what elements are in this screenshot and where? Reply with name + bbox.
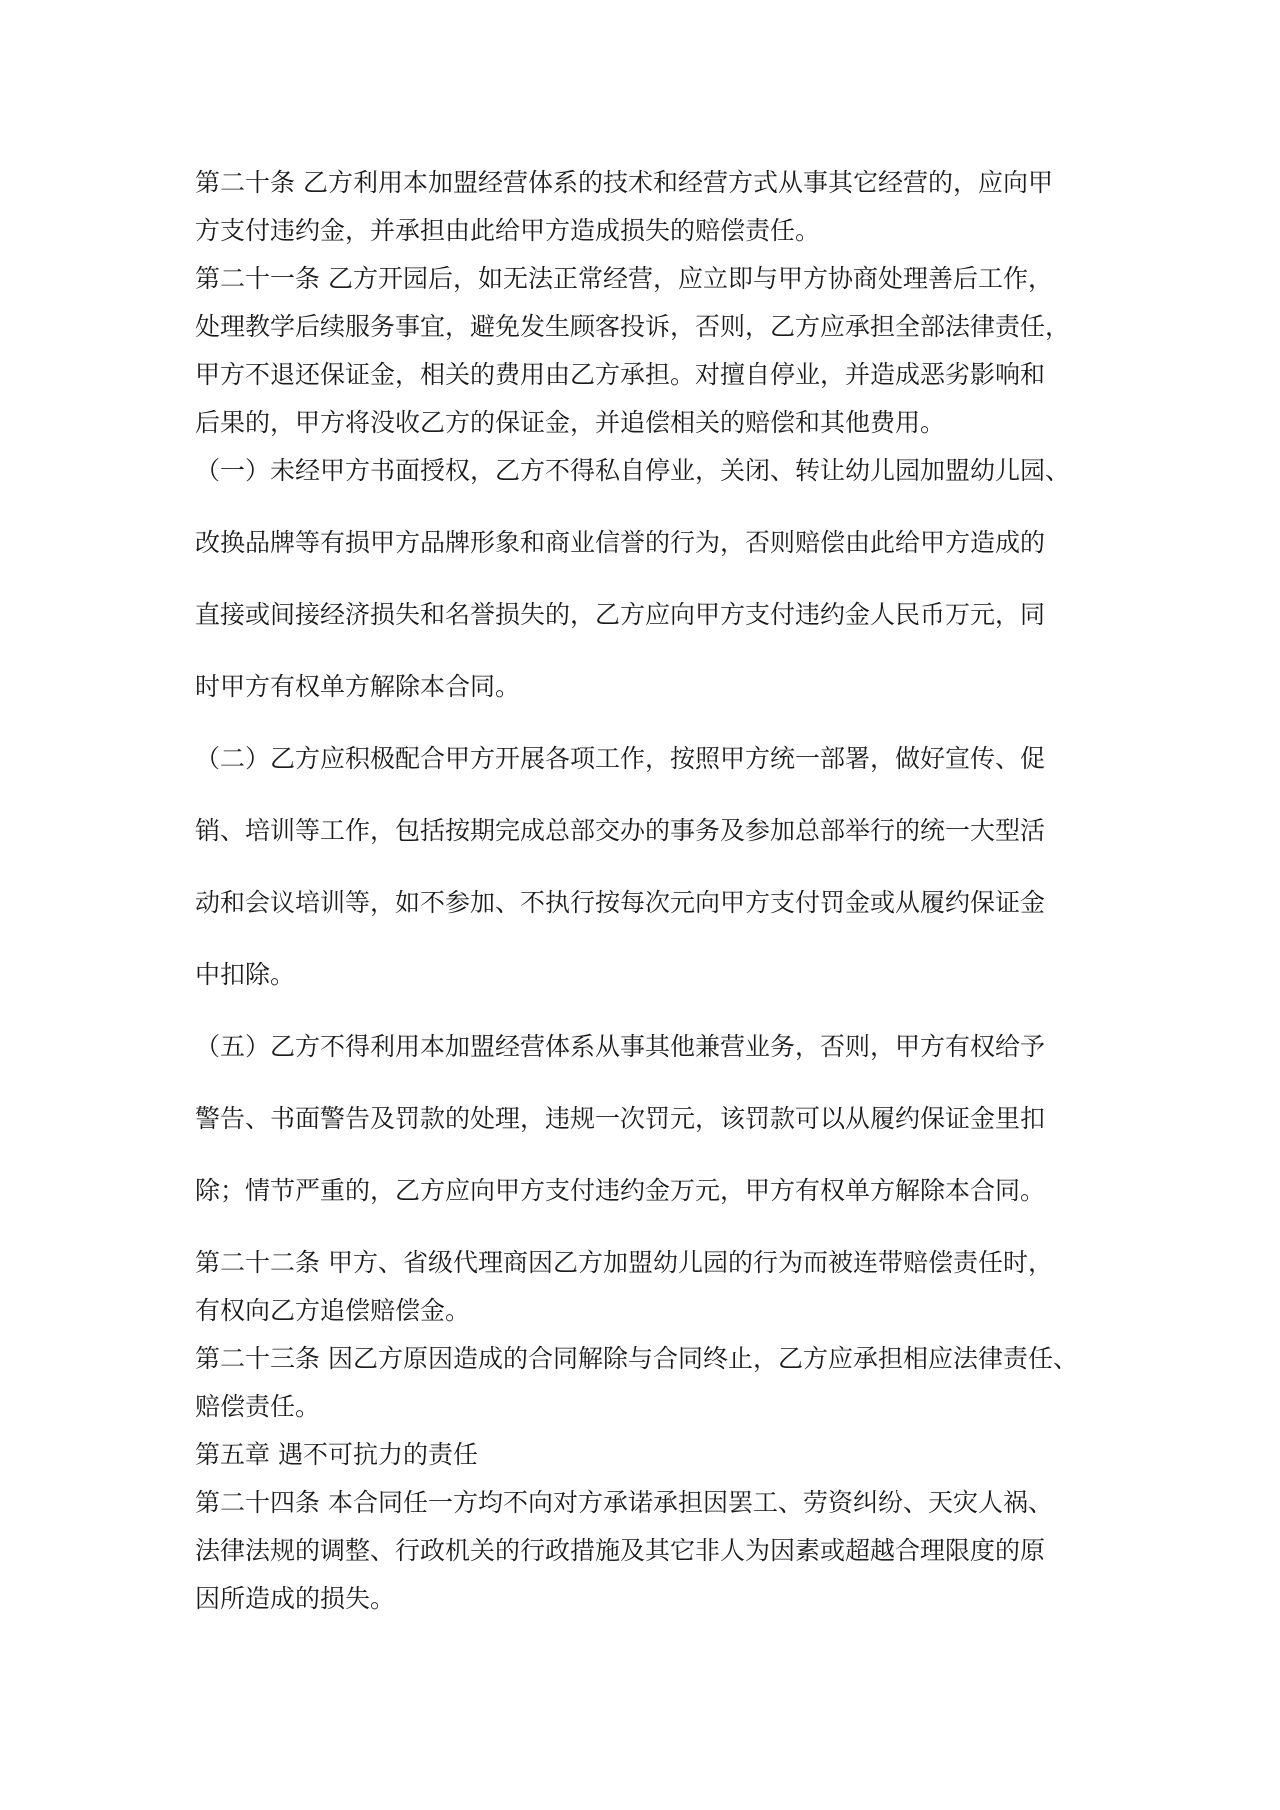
text-line: 销、培训等工作，包括按期完成总部交办的事务及参加总部举行的统一大型活 bbox=[195, 816, 1046, 845]
text-line: 第二十二条 甲方、省级代理商因乙方加盟幼儿园的行为而被连带赔偿责任时， bbox=[195, 1248, 1053, 1277]
text-line: 第二十条 乙方利用本加盟经营体系的技术和经营方式从事其它经营的，应向甲 bbox=[195, 168, 1053, 197]
text-line: 警告、书面警告及罚款的处理，违规一次罚元，该罚款可以从履约保证金里扣 bbox=[195, 1104, 1046, 1133]
text-line: 有权向乙方追偿赔偿金。 bbox=[195, 1296, 471, 1325]
text-line: 赔偿责任。 bbox=[195, 1392, 321, 1421]
text-line: 中扣除。 bbox=[195, 960, 296, 989]
text-line: 动和会议培训等，如不参加、不执行按每次元向甲方支付罚金或从履约保证金 bbox=[195, 888, 1046, 917]
text-line: （五）乙方不得利用本加盟经营体系从事其他兼营业务，否则，甲方有权给予 bbox=[195, 1032, 1046, 1061]
text-line: 方支付违约金，并承担由此给甲方造成损失的赔偿责任。 bbox=[195, 216, 821, 245]
text-line: 处理教学后续服务事宜，避免发生顾客投诉，否则，乙方应承担全部法律责任， bbox=[195, 312, 1071, 341]
text-line: 因所造成的损失。 bbox=[195, 1584, 396, 1613]
text-line: 改换品牌等有损甲方品牌形象和商业信誉的行为，否则赔偿由此给甲方造成的 bbox=[195, 528, 1046, 557]
text-line: 除；情节严重的，乙方应向甲方支付违约金万元，甲方有权单方解除本合同。 bbox=[195, 1176, 1046, 1205]
text-line: 第二十四条 本合同任一方均不向对方承诺承担因罢工、劳资纠纷、天灾人祸、 bbox=[195, 1488, 1053, 1517]
text-line: 第二十一条 乙方开园后，如无法正常经营，应立即与甲方协商处理善后工作， bbox=[195, 264, 1053, 293]
text-line: 直接或间接经济损失和名誉损失的，乙方应向甲方支付违约金人民币万元，同 bbox=[195, 600, 1046, 629]
text-line: 甲方不退还保证金，相关的费用由乙方承担。对擅自停业，并造成恶劣影响和 bbox=[195, 360, 1046, 389]
text-line: 法律法规的调整、行政机关的行政措施及其它非人为因素或超越合理限度的原 bbox=[195, 1536, 1046, 1565]
text-line: 后果的，甲方将没收乙方的保证金，并追偿相关的赔偿和其他费用。 bbox=[195, 408, 946, 437]
text-line: （二）乙方应积极配合甲方开展各项工作，按照甲方统一部署，做好宣传、促 bbox=[195, 744, 1046, 773]
text-line: 时甲方有权单方解除本合同。 bbox=[195, 672, 521, 701]
chapter-heading: 第五章 遇不可抗力的责任 bbox=[195, 1440, 478, 1469]
text-line: 第二十三条 因乙方原因造成的合同解除与合同终止，乙方应承担相应法律责任、 bbox=[195, 1344, 1078, 1373]
text-line: （一）未经甲方书面授权，乙方不得私自停业，关闭、转让幼儿园加盟幼儿园、 bbox=[195, 456, 1071, 485]
